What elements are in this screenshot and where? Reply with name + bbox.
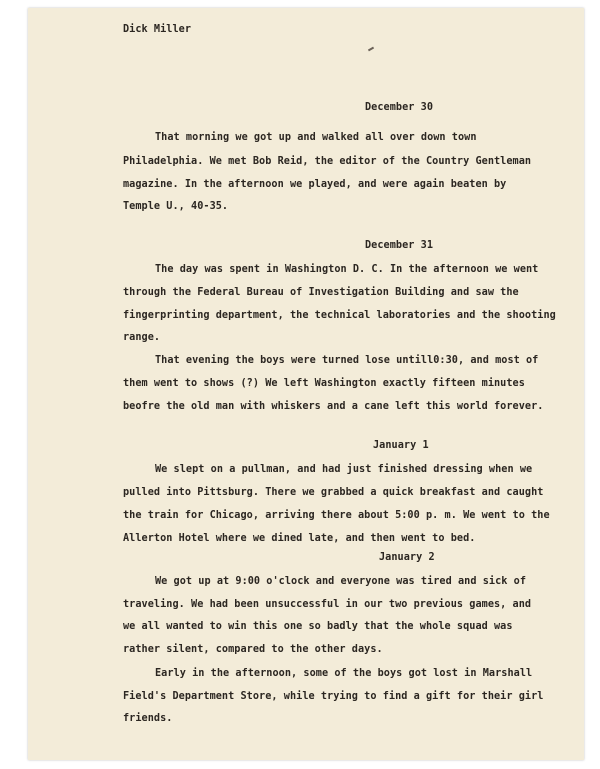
entry-line: Early in the afternoon, some of the boys got lost in Marshall [155, 668, 533, 679]
entry-line: That evening the boys were turned lose untill0:30, and most of [155, 355, 539, 366]
pencil-mark [368, 47, 374, 52]
entry-date: January 2 [379, 552, 435, 563]
entry-date: December 31 [365, 240, 434, 251]
entry-line: Temple U., 40-35. [123, 201, 229, 212]
entry-line: the train for Chicago, arriving there about 5:00 p. m. We went to the [123, 510, 550, 521]
entry-line: Field's Department Store, while trying to find a gift for their girl [123, 691, 544, 702]
entry-line: them went to shows (?) We left Washington exactly fifteen minutes [123, 378, 525, 389]
entry-line: through the Federal Bureau of Investigation Building and saw the [123, 287, 519, 298]
entry-line: We got up at 9:00 o'clock and everyone was tired and sick of [155, 576, 527, 587]
entry-line: range. [123, 332, 161, 343]
entry-line: beofre the old man with whiskers and a cane left this world forever. [123, 401, 544, 412]
typewritten-page [28, 8, 584, 760]
entry-line: We slept on a pullman, and had just finished dressing when we [155, 464, 533, 475]
entry-line: we all wanted to win this one so badly that the whole squad was [123, 621, 513, 632]
entry-line: Philadelphia. We met Bob Reid, the editor of the Country Gentleman [123, 156, 532, 167]
entry-date: January 1 [373, 440, 429, 451]
entry-line: The day was spent in Washington D. C. In the afternoon we went [155, 264, 539, 275]
entry-line: fingerprinting department, the technical laboratories and the shooting [123, 310, 556, 321]
author-name: Dick Miller [123, 24, 192, 35]
entry-line: That morning we got up and walked all over down town [155, 132, 477, 143]
entry-line: traveling. We had been unsuccessful in our two previous games, and [123, 599, 532, 610]
entry-line: friends. [123, 713, 173, 724]
entry-line: rather silent, compared to the other days. [123, 644, 383, 655]
entry-line: pulled into Pittsburg. There we grabbed a quick breakfast and caught [123, 487, 544, 498]
entry-line: magazine. In the afternoon we played, and were again beaten by [123, 179, 507, 190]
entry-line: Allerton Hotel where we dined late, and then went to bed. [123, 533, 476, 544]
entry-date: December 30 [365, 102, 434, 113]
